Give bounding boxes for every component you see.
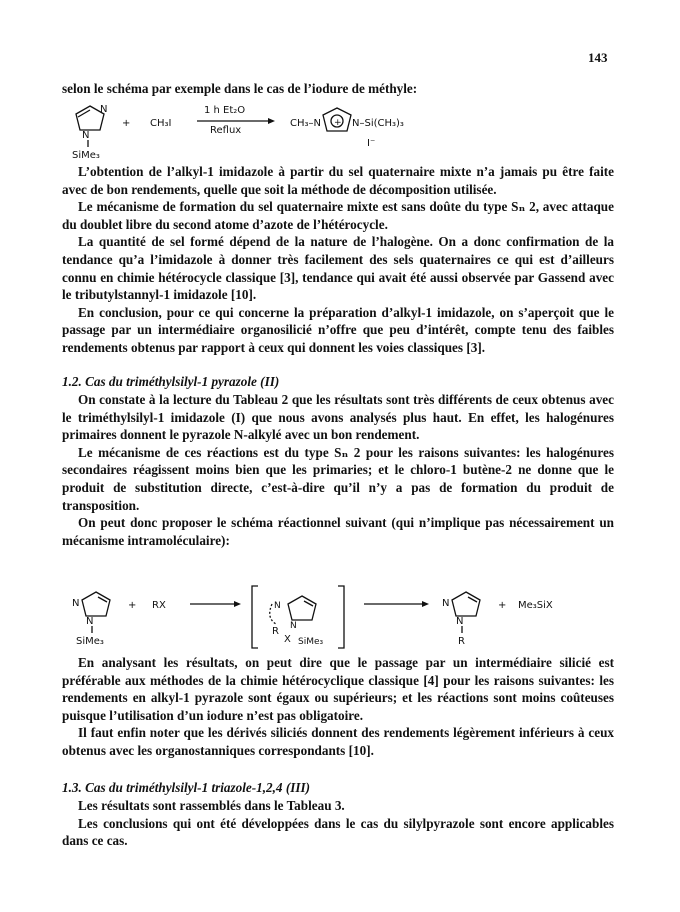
svg-text:N: N <box>290 621 297 631</box>
ring-n-bottom: N <box>82 130 90 141</box>
paragraph-3: La quantité de sel formé dépend de la nature de l’halogène. On a donc confirmation de la tendance qu’a l’imidazole à donner très facilement des sels quaternaires ce qui est d’ailleurs connu en chimie hétérocycle classique [3], tendance qui avait été aussi observée par Gassend avec le tributylstannyl-1 imidazole [10]. <box>62 234 614 303</box>
imidazole-ring-icon <box>76 104 107 147</box>
ts-substituent: SiMe₃ <box>298 637 324 647</box>
product-right: N–Si(CH₃)₃ <box>352 118 404 129</box>
arrow-head-2-icon <box>422 601 429 607</box>
silylpyrazole-ring-icon <box>72 592 110 633</box>
bracket-right <box>338 586 344 648</box>
svg-text:N: N <box>442 598 450 609</box>
product-substituent: R <box>458 636 465 647</box>
paragraph-11: Les conclusions qui ont été développées dans le cas du silylpyrazole sont encore applicables dans ce cas. <box>62 815 614 849</box>
svg-text:N: N <box>456 616 464 627</box>
arrow-head-icon <box>268 118 275 124</box>
reagent-rx: RX <box>152 600 166 611</box>
plus-sign-1: + <box>128 600 137 611</box>
condition-bottom: Reflux <box>210 125 242 136</box>
section-3-heading: 1.3. Cas du triméthylsilyl-1 triazole-1,2,4 (III) <box>62 780 311 795</box>
product-left: CH₃–N <box>290 118 321 129</box>
arrow-head-1-icon <box>234 601 241 607</box>
paragraph-1: L’obtention de l’alkyl-1 imidazole à partir du sel quaternaire mixte n’a jamais pu être faite avec de bon rendements, quelle que soit la méthode de décomposition utilisée. <box>62 164 614 197</box>
byproduct: Me₃SiX <box>518 600 553 611</box>
scheme-2 <box>62 584 602 654</box>
paragraph-4: En conclusion, pour ce qui concerne la préparation d’alkyl-1 imidazole, on s’aperçoit que le passage par un intermédiaire organosilicié n’offre que peu d’intérêt, compte tenu des faibles rendements obtenus par rapport à ceux qui donnent les voies classiques [3]. <box>62 304 614 355</box>
pz-n1: N <box>72 598 80 609</box>
scheme-1 <box>62 100 582 162</box>
section-2-text <box>62 391 614 549</box>
reagent: CH₃I <box>150 118 172 129</box>
paragraph-5: On constate à la lecture du Tableau 2 que les résultats sont très différents de ceux obtenus avec le triméthylsilyl-1 imidazole (I) que nous avons analysés plus haut. En effet, les halogénures primaires donnent le pyrazole N-alkylé avec un bon rendement. <box>62 392 614 443</box>
section-2-conclusion <box>62 654 614 760</box>
paragraph-10: Les résultats sont rassemblés dans le Tableau 3. <box>78 798 345 813</box>
reactant-substituent: SiMe₃ <box>72 150 100 161</box>
plus-sign-2: + <box>498 600 507 611</box>
intro-line <box>62 80 614 98</box>
ring-n-top: N <box>100 104 108 115</box>
intro-text: selon le schéma par exemple dans le cas de l’iodure de méthyle: <box>62 81 418 96</box>
section-2-heading: 1.2. Cas du triméthylsilyl-1 pyrazole (II) <box>62 374 280 389</box>
reactant-substituent-2: SiMe₃ <box>76 636 104 647</box>
svg-text:+: + <box>334 118 342 128</box>
imidazolium-ring-icon <box>323 108 351 131</box>
ts-x: X <box>284 634 291 645</box>
pz-n2: N <box>86 616 94 627</box>
alkylpyrazole-ring-icon <box>442 592 480 633</box>
page-number: 143 <box>588 50 608 65</box>
ts-r: R <box>272 626 279 637</box>
paragraph-9: Il faut enfin noter que les dérivés siliciés donnent des rendements légèrement inférieurs à ceux obtenus avec les organostanniques correspondants [10]. <box>62 725 614 758</box>
svg-text:N: N <box>274 601 281 611</box>
plus-sign: + <box>122 118 131 129</box>
counterion: I⁻ <box>367 138 376 149</box>
bracket-left <box>252 586 258 648</box>
section-3-text <box>62 797 614 850</box>
paragraph-2: Le mécanisme de formation du sel quaternaire mixte est sans doûte du type Sₙ 2, avec attaque du doublet libre du second atome d’azote de l’hétérocycle. <box>62 199 614 232</box>
section-1-text <box>62 163 614 357</box>
condition-top: 1 h Et₂O <box>204 105 246 116</box>
paragraph-8: En analysant les résultats, on peut dire que le passage par un intermédiaire silicié est préférable aux méthodes de la chimie hétérocyclique classique [4] pour les raisons suivantes: les rendements en alkyl-1 pyrazole sont égaux ou supérieurs; et les réactions sont moins coûteuses puisque l’utilisation d’un iodure n’est pas obligatoire. <box>62 655 614 723</box>
paragraph-6: Le mécanisme de ces réactions est du type Sₙ 2 pour les raisons suivantes: les halogénures secondaires réagissent moins bien que les primaries; et le chloro-1 butène-2 ne donne que le produit de substitution directe, c’est-à-dire qu’il n’y a pas de formation du produit de transposition. <box>62 444 614 513</box>
paragraph-7: On peut donc proposer le schéma réactionnel suivant (qui n’implique pas nécessairement un mécanisme intramoléculaire): <box>62 515 614 548</box>
